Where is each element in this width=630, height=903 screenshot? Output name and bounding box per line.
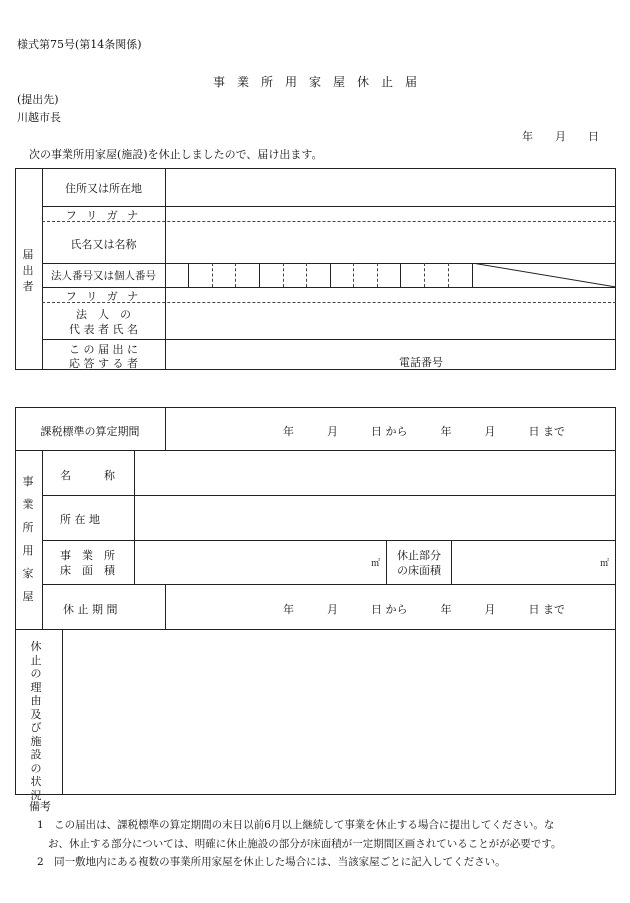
facility-location-label: 所 在 地 — [60, 513, 100, 526]
reason-label: 休止の理由及び施設の状況 — [30, 640, 42, 802]
suspension-period-value[interactable]: 年 月 日 から 年 月 日 まで — [283, 603, 565, 616]
representative-label-2: 代 表 者 氏 名 — [69, 323, 138, 336]
notes-heading: 備考 — [29, 800, 51, 813]
floor-area-label-1: 事 業 所 — [60, 549, 115, 562]
furigana-label-1: フ リ ガ ナ — [65, 209, 142, 222]
facility-name-label: 名 称 — [60, 469, 115, 482]
representative-label-1: 法 人 の — [76, 308, 131, 321]
floor-area-unit: ㎡ — [371, 559, 381, 569]
note-1-line-2: お、休止する部分については、明確に休止施設の部分が床面積が一定期間区画されていることがが必要です。 — [48, 838, 562, 850]
address-field[interactable] — [166, 169, 615, 206]
suspended-area-label-1: 休止部分 — [397, 549, 441, 562]
floor-area-label-2: 床 面 積 — [60, 564, 115, 577]
suspended-area-unit: ㎡ — [600, 559, 610, 569]
note-2: 2 同一敷地内にある複数の事業所用家屋を休止した場合には、当該家屋ごとに記入してください。 — [37, 856, 506, 868]
name-field[interactable] — [166, 222, 615, 263]
corp-number-label: 法人番号又は個人番号 — [51, 270, 156, 282]
facility-location-field[interactable] — [135, 496, 615, 540]
period-value[interactable]: 年 月 日 から 年 月 日 まで — [283, 425, 565, 438]
facility-side-label: 事業所用家屋 — [22, 475, 34, 603]
date-line: 年 月 日 — [522, 130, 599, 143]
contact-label-2: 応 答 す る 者 — [69, 357, 138, 370]
period-label: 課税標準の算定期間 — [40, 425, 140, 438]
furigana-label-2: フ リ ガ ナ — [65, 290, 142, 303]
facility-name-field[interactable] — [135, 451, 615, 495]
contact-label-1: こ の 届 出 に — [69, 343, 138, 356]
representative-field[interactable] — [166, 303, 615, 339]
diagonal-slash — [472, 263, 616, 287]
phone-label: 電話番号 — [399, 356, 443, 369]
page-title: 事 業 所 用 家 屋 休 止 届 — [212, 75, 417, 89]
applicant-side-label: 届出者 — [22, 248, 34, 293]
suspension-period-label: 休 止 期 間 — [63, 603, 118, 616]
intro-text: 次の事業所用家屋(施設)を休止しましたので、届け出ます。 — [29, 148, 323, 161]
note-1-line-1: 1 この届出は、課税標準の算定期間の末日以前6月以上継続して事業を休止する場合に提出してください。な — [37, 819, 555, 831]
name-label: 氏名又は名称 — [70, 238, 137, 251]
suspended-area-field[interactable] — [452, 541, 615, 584]
form-number: 様式第75号(第14条関係) — [17, 38, 142, 51]
recipient: 川越市長 — [17, 111, 61, 124]
contact-field[interactable] — [166, 340, 615, 369]
floor-area-field[interactable] — [135, 541, 386, 584]
suspended-area-label-2: の床面積 — [397, 564, 441, 577]
address-label: 住所又は所在地 — [65, 182, 142, 195]
furigana-field-1[interactable] — [166, 207, 615, 221]
submit-to-label: (提出先) — [17, 93, 59, 106]
reason-field[interactable] — [63, 630, 615, 794]
furigana-field-2[interactable] — [166, 288, 615, 302]
